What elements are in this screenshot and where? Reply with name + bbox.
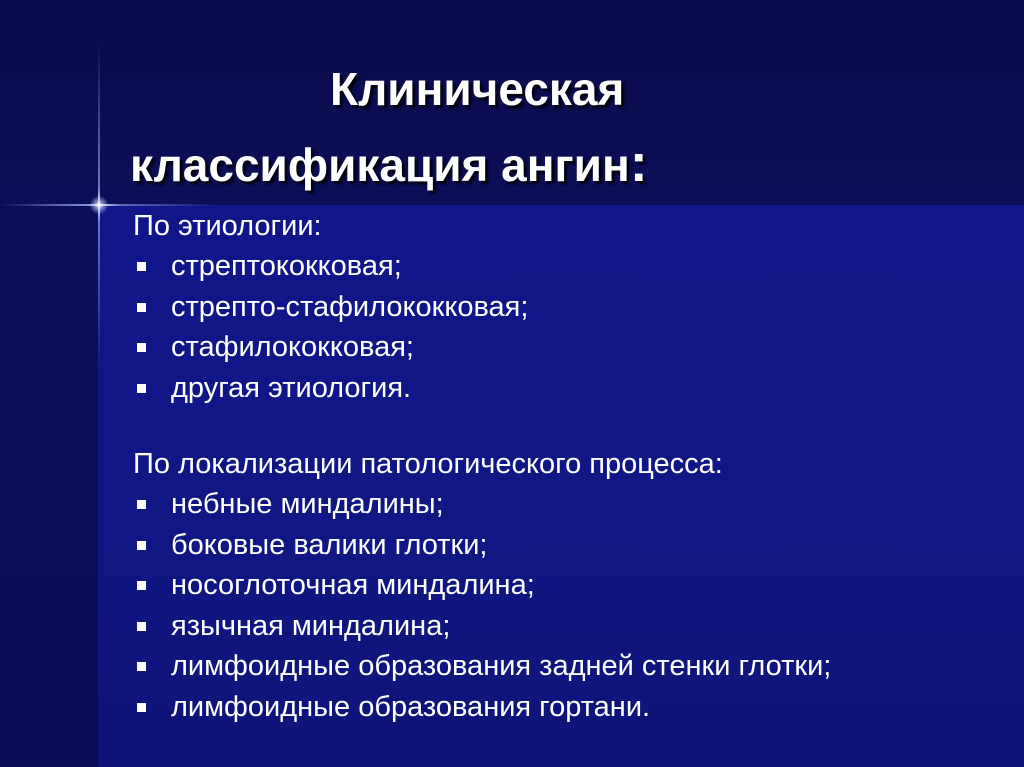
section-heading: По этиологии: xyxy=(133,210,322,242)
list-item-text: носоглоточная миндалина; xyxy=(171,569,535,601)
square-bullet-icon xyxy=(137,303,146,312)
section-spacer xyxy=(133,408,1003,444)
list-item-text: лимфоидные образования гортани. xyxy=(171,690,651,723)
etiology-list xyxy=(133,246,1003,408)
square-bullet-icon xyxy=(137,541,146,550)
list-item-text: стрепто-стафилококковая; xyxy=(171,290,529,323)
list-item-text: лимфоидные образования задней стенки глотки; xyxy=(171,650,832,682)
title-line-2-text: классификация ангин xyxy=(130,139,630,191)
left-band xyxy=(0,205,98,767)
square-bullet-icon xyxy=(137,703,146,712)
list-item xyxy=(133,368,1003,409)
square-bullet-icon xyxy=(137,384,146,393)
square-bullet-icon xyxy=(137,662,146,671)
slide-title xyxy=(0,52,1024,202)
list-item-text: небные миндалины; xyxy=(171,488,444,520)
list-item-text: стафилококковая; xyxy=(171,331,414,363)
square-bullet-icon xyxy=(137,500,146,509)
list-item xyxy=(133,646,1003,687)
localization-list xyxy=(133,484,1003,727)
list-item-text: другая этиология. xyxy=(171,371,412,404)
square-bullet-icon xyxy=(137,262,146,271)
list-item xyxy=(133,687,1003,728)
title-line-2 xyxy=(0,126,1024,202)
list-item-text: стрептококковая; xyxy=(171,250,402,282)
list-item xyxy=(133,327,1003,368)
list-item xyxy=(133,246,1003,287)
list-item xyxy=(133,606,1003,647)
list-item xyxy=(133,525,1003,566)
section-localization xyxy=(133,444,1003,727)
title-line-1: Клиническая xyxy=(330,63,625,115)
square-bullet-icon xyxy=(137,622,146,631)
list-item-text: боковые валики глотки; xyxy=(171,528,488,561)
list-item-text: язычная миндалина; xyxy=(171,609,451,642)
list-item xyxy=(133,287,1003,328)
title-colon: : xyxy=(629,133,648,193)
section-etiology xyxy=(133,206,1003,408)
slide-content xyxy=(133,206,1003,727)
list-item xyxy=(133,565,1003,606)
square-bullet-icon xyxy=(137,343,146,352)
section-heading: По локализации патологического процесса: xyxy=(133,448,723,480)
square-bullet-icon xyxy=(137,581,146,590)
list-item xyxy=(133,484,1003,525)
